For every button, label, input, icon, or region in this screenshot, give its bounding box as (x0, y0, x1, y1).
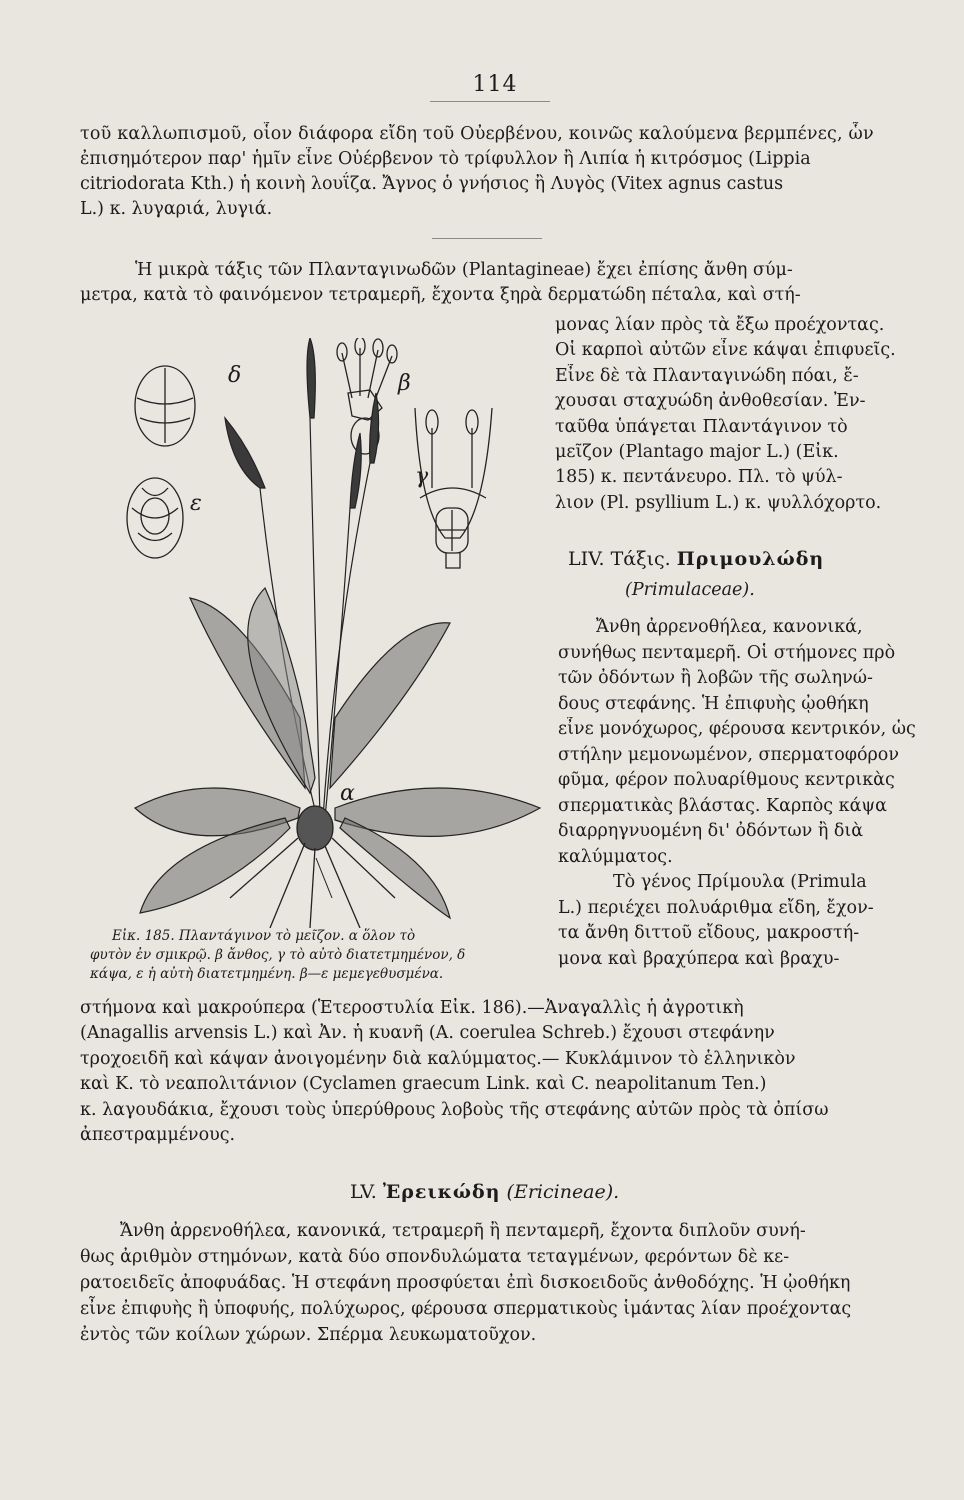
caption-line: φυτὸν ἐν σμικρῷ. β ἄνθος, γ τὸ αὐτὸ διατετμημένον, δ (90, 947, 466, 963)
section-latin: (Ericineae). (506, 1181, 620, 1203)
text-line: τα ἄνθη διττοῦ εἴδους, μακροστή- (558, 923, 860, 943)
label-beta: β (398, 371, 411, 396)
text-line: διαρρηγνυομένη δι' ὀδόντων ἢ διὰ (558, 821, 864, 841)
text-line: φῦμα, φέρον πολυαρίθμους κεντρικὰς (558, 770, 895, 790)
flower-drawing (337, 338, 397, 454)
figure-plantago-major (120, 338, 560, 928)
label-gamma: γ (415, 464, 429, 489)
text-line: χουσαι σταχυώδη ἀνθοθεσίαν. Ἐν- (555, 391, 866, 412)
text-line: Οἱ καρποὶ αὐτῶν εἶνε κάψαι ἐπιφυεῖς. (555, 340, 896, 361)
section-title: Πριμουλώδη (676, 548, 825, 570)
text-line: ρατοειδεῖς ἀποφυάδας. Ἡ στεφάνη προσφύεται ἐπὶ δισκοειδοῦς ἀνθοδόχης. Ἡ ᾠοθήκη (80, 1273, 851, 1293)
capsule-drawing (135, 366, 195, 446)
text-line: στήλην μεμονωμένον, σπερματοφόρον (558, 744, 899, 765)
label-delta: δ (228, 363, 242, 388)
label-alpha: α (340, 781, 355, 806)
text-line: σπερματικὰς βλάστας. Καρπὸς κάψα (558, 795, 887, 816)
text-line: κ. λαγουδάκια, ἔχουσι τοὺς ὑπερύθρους λοβοὺς τῆς στεφάνης αὐτῶν πρὸς τὰ ὀπίσω (80, 1099, 829, 1120)
text-line: citriodorata Kth.) ἡ κοινὴ λουΐζα. Ἄγνος ὁ γνήσιος ἢ Λυγὸς (Vitex agnus castus (80, 174, 784, 194)
text-line: συνήθως πενταμερῆ. Οἱ στήμονες πρὸ (558, 642, 896, 663)
text-line: Ἄνθη ἀρρενοθήλεα, κανονικά, (596, 617, 863, 637)
text-line: στήμονα καὶ μακρούπερα (Ἑτεροστυλία Εἰκ. 186).—Ἀναγαλλὶς ἡ ἀγροτικὴ (80, 998, 744, 1018)
text-line: 185) κ. πεντάνευρο. Πλ. τὸ ψύλ- (555, 467, 843, 488)
caption-line: Εἰκ. 185. Πλαντάγινον τὸ μεῖζον. α ὅλον τὸ (112, 928, 416, 944)
text-line: Τὸ γένος Πρίμουλα (Primula (613, 872, 867, 892)
text-line: λιον (Pl. psyllium L.) κ. ψυλλόχορτο. (555, 492, 882, 513)
capsule-section-drawing (127, 478, 183, 558)
intro-paragraph (80, 122, 925, 222)
text-line: εἶνε ἐπιφυὴς ἢ ὑποφυής, πολύχωρος, φέρουσα σπερματικοὺς ἱμάντας λίαν προέχοντας (80, 1299, 852, 1319)
text-line: ἐντὸς τῶν κοίλων χώρων. Σπέρμα λευκωματοῦχον. (80, 1325, 537, 1345)
text-line: μετρα, κατὰ τὸ φαινόμενον τετραμερῆ, ἔχοντα ξηρὰ δερματώδη πέταλα, καὶ στή- (80, 285, 801, 305)
primulaceae-paragraph-wide (80, 996, 935, 1148)
text-line: μεῖζον (Plantago major L.) (Εἰκ. (555, 442, 839, 463)
text-line: τροχοειδῆ καὶ κάψαν ἀνοιγομένην διὰ καλύμματος.— Κυκλάμινον τὸ ἑλληνικὸν (80, 1048, 796, 1069)
text-line: εἶνε μονόχωρος, φέρουσα κεντρικόν, ὡς (558, 719, 916, 739)
text-line: δους στεφάνης. Ἡ ἐπιφυὴς ᾠοθήκη (558, 693, 869, 714)
leaves (135, 588, 540, 918)
label-epsilon: ε (190, 491, 202, 516)
text-line: καλύμματος. (558, 846, 673, 867)
section-number: LV. (350, 1181, 377, 1203)
ericineae-paragraph (80, 1218, 935, 1348)
section-word: Τάξις. (610, 548, 671, 570)
text-line: μονα καὶ βραχύπερα καὶ βραχυ- (558, 948, 840, 969)
text-line: Εἶνε δὲ τὰ Πλανταγινώδη πόαι, ἔ- (555, 365, 859, 386)
text-line: ταῦθα ὑπάγεται Πλαντάγινον τὸ (555, 416, 848, 437)
plantagineae-paragraph-narrow (555, 313, 930, 516)
page-number: 114 (472, 72, 518, 97)
text-line: L.) κ. λυγαριά, λυγιά. (80, 199, 273, 219)
text-line: θως ἀριθμὸν στημόνων, κατὰ δύο σπονδυλώματα τεταγμένων, φερόντων δὲ κε- (80, 1247, 790, 1267)
text-line: Ἡ μικρὰ τάξις τῶν Πλανταγινωδῶν (Plantagineae) ἔχει ἐπίσης ἄνθη σύμ- (135, 260, 793, 280)
section-latin: (Primulaceae). (625, 580, 755, 600)
text-line: τοῦ καλλωπισμοῦ, οἷον διάφορα εἴδη τοῦ Οὐερβένου, κοινῶς καλούμενα βερμπένες, ὧν (80, 124, 874, 144)
text-line: (Anagallis arvensis L.) καὶ Ἀν. ἡ κυανῆ (A. coerulea Schreb.) ἔχουσι στεφάνην (80, 1023, 775, 1044)
section-heading-liv (568, 545, 824, 573)
section-title: Ἐρεικώδη (382, 1181, 501, 1203)
text-line: τῶν ὀδόντων ἢ λοβῶν τῆς σωληνώ- (558, 668, 873, 688)
text-line: L.) περιέχει πολυάριθμα εἴδη, ἔχον- (558, 897, 874, 918)
plant-illustration (120, 338, 560, 928)
primulaceae-paragraph-narrow (558, 615, 928, 972)
plantagineae-paragraph-wide (80, 258, 930, 308)
header-rule (430, 101, 550, 102)
section-number: LIV. (568, 548, 605, 570)
text-line: καὶ Κ. τὸ νεαπολιτάνιον (Cyclamen graecum Link. καὶ C. neapolitanum Ten.) (80, 1074, 767, 1095)
text-line: μονας λίαν πρὸς τὰ ἔξω προέχοντας. (555, 315, 885, 335)
figure-caption (90, 927, 550, 984)
text-line: Ἄνθη ἀρρενοθήλεα, κανονικά, τετραμερῆ ἢ πενταμερῆ, ἔχοντα διπλοῦν συνή- (120, 1221, 806, 1241)
text-line: ἀπεστραμμένους. (80, 1125, 236, 1146)
caption-line: κάψα, ε ἡ αὐτὴ διατετμημένη. β—ε μεμεγεθυσμένα. (90, 966, 444, 982)
text-line: ἐπισημότερον παρ' ἡμῖν εἶνε Οὐέρβενον τὸ τρίφυλλον ἢ Λιπία ἡ κιτρόσμος (Lippia (80, 149, 811, 169)
section-divider (432, 238, 542, 239)
section-heading-lv (350, 1178, 619, 1206)
